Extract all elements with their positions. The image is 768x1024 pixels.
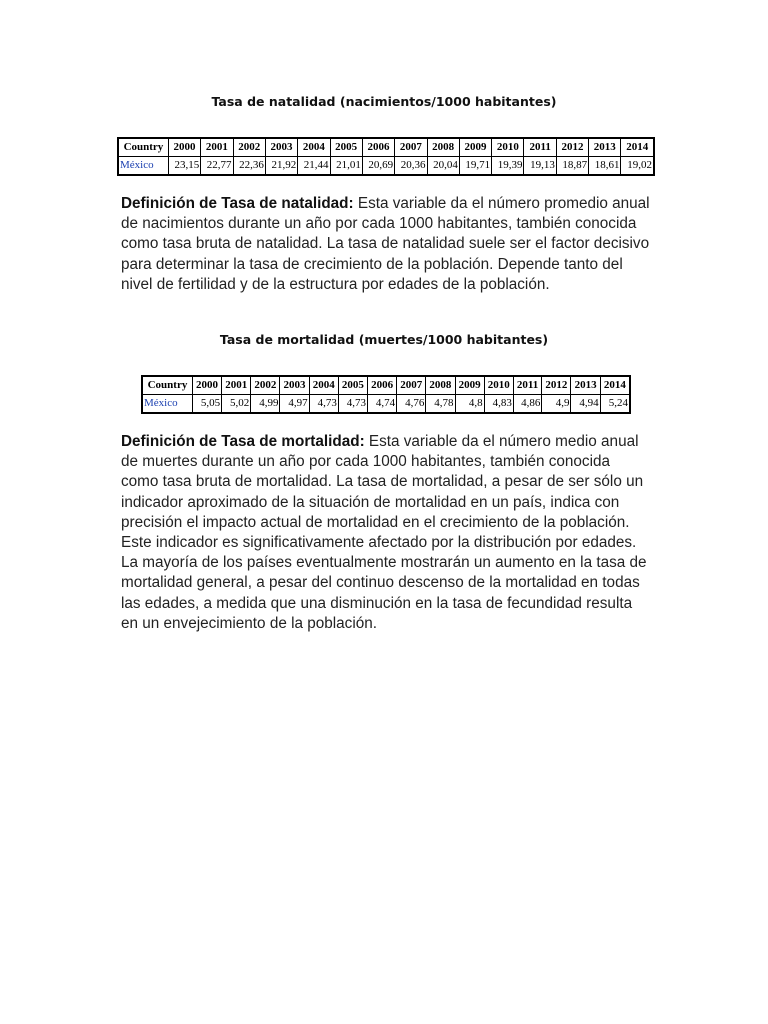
- table-cell: 4,73: [309, 395, 338, 414]
- table-cell: 4,8: [455, 395, 484, 414]
- header-cell: 2007: [397, 376, 426, 395]
- header-cell: 2000: [192, 376, 221, 395]
- header-cell: 2009: [459, 138, 491, 157]
- country-link[interactable]: México: [118, 157, 168, 176]
- table-cell: 18,61: [589, 157, 621, 176]
- table-cell: 21,92: [265, 157, 297, 176]
- header-cell: 2006: [367, 376, 396, 395]
- header-cell: 2014: [600, 376, 630, 395]
- table-cell: 4,97: [280, 395, 309, 414]
- table-cell: 5,02: [222, 395, 251, 414]
- death-rate-definition: [121, 432, 651, 634]
- header-cell: 2002: [251, 376, 280, 395]
- table-cell: 4,83: [484, 395, 513, 414]
- header-cell: 2002: [233, 138, 265, 157]
- header-cell: 2012: [556, 138, 588, 157]
- header-cell: 2007: [395, 138, 427, 157]
- definition-label: Definición de Tasa de mortalidad:: [121, 433, 365, 450]
- header-cell: 2003: [265, 138, 297, 157]
- definition-text: Esta variable da el número promedio anual de nacimientos durante un año por cada 1000 habitantes, también conocida como tasa bruta de natalidad. La tasa de natalidad suele ser el factor decisivo para determinar la tasa de crecimiento de la población. Depende tanto del nivel de fertilidad y de la estructura por edades de la población.: [121, 195, 650, 293]
- table-row: [118, 157, 654, 176]
- table-cell: 21,44: [298, 157, 330, 176]
- header-cell: 2006: [362, 138, 394, 157]
- header-cell: 2008: [426, 376, 455, 395]
- table-cell: 4,99: [251, 395, 280, 414]
- header-cell: 2005: [330, 138, 362, 157]
- table-cell: 21,01: [330, 157, 362, 176]
- birth-rate-definition: [121, 194, 651, 295]
- table-cell: 23,15: [168, 157, 200, 176]
- table-cell: 19,02: [621, 157, 654, 176]
- table-cell: 4,94: [571, 395, 600, 414]
- birth-rate-title: Tasa de natalidad (nacimientos/1000 habitantes): [211, 94, 557, 109]
- table-cell: 19,71: [459, 157, 491, 176]
- header-cell: 2003: [280, 376, 309, 395]
- table-cell: 4,76: [397, 395, 426, 414]
- table-cell: 4,78: [426, 395, 455, 414]
- table-header-row: [142, 376, 630, 395]
- table-header-row: [118, 138, 654, 157]
- header-cell: Country: [118, 138, 168, 157]
- header-cell: 2009: [455, 376, 484, 395]
- table-cell: 4,9: [542, 395, 571, 414]
- header-cell: 2004: [309, 376, 338, 395]
- header-cell: 2010: [484, 376, 513, 395]
- header-cell: 2004: [298, 138, 330, 157]
- header-cell: Country: [142, 376, 192, 395]
- table-cell: 4,74: [367, 395, 396, 414]
- country-link[interactable]: México: [142, 395, 192, 414]
- death-rate-table: [141, 375, 631, 414]
- table-cell: 22,36: [233, 157, 265, 176]
- header-cell: 2001: [201, 138, 233, 157]
- table-cell: 20,04: [427, 157, 459, 176]
- header-cell: 2012: [542, 376, 571, 395]
- table-cell: 5,24: [600, 395, 630, 414]
- header-cell: 2008: [427, 138, 459, 157]
- header-cell: 2014: [621, 138, 654, 157]
- table-row: [142, 395, 630, 414]
- header-cell: 2011: [524, 138, 556, 157]
- table-cell: 20,69: [362, 157, 394, 176]
- header-cell: 2013: [571, 376, 600, 395]
- table-cell: 20,36: [395, 157, 427, 176]
- table-cell: 19,13: [524, 157, 556, 176]
- header-cell: 2001: [222, 376, 251, 395]
- header-cell: 2011: [513, 376, 541, 395]
- birth-rate-table: [117, 137, 655, 176]
- definition-label: Definición de Tasa de natalidad:: [121, 195, 354, 212]
- header-cell: 2000: [168, 138, 200, 157]
- table-cell: 4,73: [338, 395, 367, 414]
- death-rate-title: Tasa de mortalidad (muertes/1000 habitantes): [219, 332, 549, 347]
- table-cell: 22,77: [201, 157, 233, 176]
- table-cell: 5,05: [192, 395, 221, 414]
- header-cell: 2013: [589, 138, 621, 157]
- header-cell: 2010: [492, 138, 524, 157]
- header-cell: 2005: [338, 376, 367, 395]
- definition-text: Esta variable da el número medio anual de muertes durante un año por cada 1000 habitantes, también conocida como tasa bruta de mortalidad. La tasa de mortalidad, a pesar de ser sólo un indicador aproximado de la situación de mortalidad en un país, indica con precisión el impacto actual de mortalidad en el crecimiento de la población. Este indicador es significativamente afectado por la distribución por edades. La mayoría de los países eventualmente mostrarán un aumento en la tasa de mortalidad general, a pesar del continuo descenso de la mortalidad en todas las edades, a medida que una disminución en la tasa de fecundidad resulta en un envejecimiento de la población.: [121, 433, 647, 632]
- table-cell: 19,39: [492, 157, 524, 176]
- table-cell: 4,86: [513, 395, 541, 414]
- table-cell: 18,87: [556, 157, 588, 176]
